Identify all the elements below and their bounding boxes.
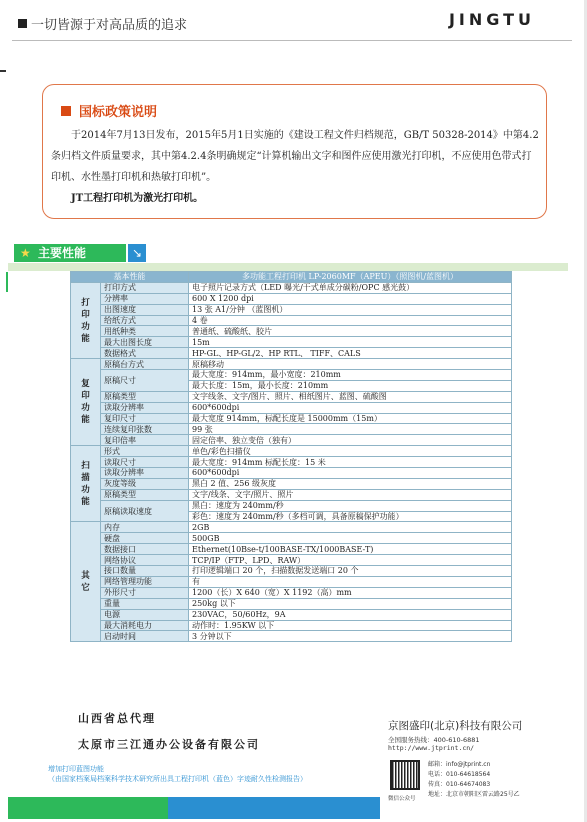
spec-row (71, 359, 512, 370)
spec-row (71, 457, 512, 468)
spec-label: 数据接口 (101, 544, 189, 555)
spec-label: 启动时间 (101, 631, 189, 642)
spec-label: 读取分辨率 (101, 402, 189, 413)
spec-row (71, 522, 512, 533)
spec-value: 99 张 (189, 424, 512, 435)
spec-row (71, 468, 512, 479)
spec-value: 固定倍率、独立变倍（独有） (189, 435, 512, 446)
section-title: 主要性能 (37, 246, 86, 260)
square-bullet-icon (18, 19, 27, 28)
spec-value: 最大宽度 914mm，标配长度是 15000mm（15m） (189, 413, 512, 424)
qr-label: 微信公众号 (388, 796, 416, 802)
spec-label: 网络协议 (101, 555, 189, 566)
spec-row (71, 348, 512, 359)
spec-value: 彩色：速度为 240mm/秒（多档可调，具备原稿保护功能） (189, 511, 512, 522)
spec-row (71, 293, 512, 304)
spec-label: 连续复印张数 (101, 424, 189, 435)
spec-value: 15m (189, 337, 512, 348)
spec-row (71, 337, 512, 348)
spec-label: 形式 (101, 446, 189, 457)
agent-region: 山西省总代理 (78, 712, 156, 725)
spec-label: 数据格式 (101, 348, 189, 359)
spec-value: 黑白 2 值、256 级灰度 (189, 478, 512, 489)
policy-paragraph-1: 于2014年7月13日发布，2015年5月1日实施的《建设工程文件归档规范，GB/T 50328-2014》中第4.2条归档文件质量要求，其中第4.2.4条明确规定“计算机输出文字和图件应使用激光打印机，不应使用色带式打印机、水性墨打印机和热敏打印机”。 (51, 130, 539, 183)
spec-value: 文字线条、文字/图片、照片、相纸图片、蓝图、硫酸图 (189, 391, 512, 402)
spec-value: 1200（长）X 640（宽）X 1192（高）mm (189, 587, 512, 598)
spec-value: 最大宽度：914mm，最小宽度：210mm (189, 370, 512, 381)
website-link[interactable]: http://www.jtprint.cn/ (388, 744, 475, 752)
spec-row (71, 533, 512, 544)
spec-value: 文字/线条、文字/照片、照片 (189, 489, 512, 500)
spec-label: 给纸方式 (101, 315, 189, 326)
spec-row (71, 555, 512, 566)
star-icon: ★ (20, 246, 31, 260)
spec-value: 3 分钟以下 (189, 631, 512, 642)
spec-value: 打印逻辑端口 20 个，扫描数据发送端口 20 个 (189, 566, 512, 577)
spec-row (71, 304, 512, 315)
header-divider (12, 40, 572, 41)
company-name: 京图盛印(北京)科技有限公司 (388, 720, 523, 732)
spec-label: 内存 (101, 522, 189, 533)
section-band (8, 263, 568, 271)
spec-row (71, 402, 512, 413)
spec-value: Ethernet(10Bse-t/100BASE-TX/1000BASE-T) (189, 544, 512, 555)
spec-value: HP-GL、HP-GL/2、HP RTL、 TIFF、CALS (189, 348, 512, 359)
spec-label: 读取尺寸 (101, 457, 189, 468)
spec-row (71, 424, 512, 435)
spec-value: 600*600dpi (189, 468, 512, 479)
spec-row (71, 315, 512, 326)
policy-box (42, 84, 547, 219)
spec-value: 黑白：速度为 240mm/秒 (189, 500, 512, 511)
spec-header-right: 多功能工程打印机 LP-2060MF（APEU）（照图机/蓝图机） (189, 272, 512, 283)
spec-row (71, 489, 512, 500)
spec-label: 最大消耗电力 (101, 620, 189, 631)
spec-label: 原稿读取速度 (101, 500, 189, 522)
spec-label: 打印方式 (101, 282, 189, 293)
contact-list (428, 760, 520, 800)
policy-title-text: 国标政策说明 (79, 105, 158, 120)
spec-label: 用纸种类 (101, 326, 189, 337)
spec-label: 出图速度 (101, 304, 189, 315)
spec-row (71, 500, 512, 511)
spec-value: 原稿移动 (189, 359, 512, 370)
spec-label: 原稿类型 (101, 391, 189, 402)
spec-label: 电源 (101, 609, 189, 620)
spec-value: TCP/IP（FTP、LPD、RAW） (189, 555, 512, 566)
spec-value: 600 X 1200 dpi (189, 293, 512, 304)
spec-value: 600*600dpi (189, 402, 512, 413)
spec-label: 原稿类型 (101, 489, 189, 500)
policy-paragraph-2: JT工程打印机为激光打印机。 (71, 193, 204, 204)
spec-row (71, 587, 512, 598)
spec-value: 电子照片记录方式（LED 曝光/干式单成分碳粉/OPC 感光鼓） (189, 282, 512, 293)
spec-label: 网络管理功能 (101, 576, 189, 587)
footer-note-2: （由国家档案局档案科学技术研究所出具工程打印机（蓝色）字迹耐久性检测报告） (48, 775, 307, 783)
spec-table-header (71, 272, 512, 283)
spec-label: 灰度等级 (101, 478, 189, 489)
header-slogan-group (18, 14, 187, 33)
spec-value: 有 (189, 576, 512, 587)
qr-code-icon (390, 760, 420, 790)
spec-table (70, 271, 512, 642)
spec-row (71, 413, 512, 424)
spec-table-body (71, 282, 512, 641)
spec-value: 2GB (189, 522, 512, 533)
policy-title (61, 101, 157, 120)
spec-row (71, 391, 512, 402)
header-slogan: 一切皆源于对高品质的追求 (31, 18, 188, 33)
spec-category: 复印功能 (71, 359, 101, 446)
footer-note-1: 增加打印蓝图功能 (48, 765, 104, 773)
spec-row (71, 435, 512, 446)
spec-header-left: 基本性能 (71, 272, 189, 283)
spec-label: 复印倍率 (101, 435, 189, 446)
spec-value: 250kg 以下 (189, 598, 512, 609)
margin-tick (0, 70, 6, 72)
spec-row (71, 576, 512, 587)
contact-fax: 传真：010-64674083 (428, 781, 491, 788)
spec-label: 原稿尺寸 (101, 370, 189, 392)
spec-label: 分辨率 (101, 293, 189, 304)
spec-row (71, 326, 512, 337)
margin-marker (6, 272, 8, 292)
arrow-down-right-icon: ↘ (128, 244, 146, 262)
section-header (14, 244, 126, 262)
square-bullet-icon (61, 106, 71, 116)
spec-label: 原稿台方式 (101, 359, 189, 370)
spec-row (71, 631, 512, 642)
spec-value: 4 卷 (189, 315, 512, 326)
spec-value: 动作时：1.95KW 以下 (189, 620, 512, 631)
contact-email: 邮箱：info@jtprint.cn (428, 761, 491, 768)
spec-label: 接口数量 (101, 566, 189, 577)
spec-row (71, 598, 512, 609)
spec-label: 复印尺寸 (101, 413, 189, 424)
spec-value: 普通纸、硫酸纸、胶片 (189, 326, 512, 337)
spec-value: 13 张 A1/分钟 （蓝图机） (189, 304, 512, 315)
page-header (0, 0, 587, 46)
spec-label: 读取分辨率 (101, 468, 189, 479)
spec-value: 最大宽度：914mm 标配长度：15 米 (189, 457, 512, 468)
spec-value: 单色/彩色扫描仪 (189, 446, 512, 457)
spec-row (71, 446, 512, 457)
spec-category: 扫描功能 (71, 446, 101, 522)
spec-value: 最大长度：15m，最小长度：210mm (189, 380, 512, 391)
hotline: 全国服务热线：400-610-6881 (388, 736, 480, 744)
spec-row (71, 620, 512, 631)
agent-name: 太原市三江通办公设备有限公司 (78, 738, 260, 751)
spec-row (71, 609, 512, 620)
spec-row (71, 370, 512, 381)
contact-phone: 电话：010-64618564 (428, 771, 491, 778)
spec-label: 重量 (101, 598, 189, 609)
spec-label: 最大出图长度 (101, 337, 189, 348)
spec-row (71, 478, 512, 489)
spec-category: 打印功能 (71, 282, 101, 358)
spec-label: 硬盘 (101, 533, 189, 544)
contact-address: 地址：北京市朝阳区雷云路25号乙 (428, 791, 520, 798)
spec-value: 500GB (189, 533, 512, 544)
footer-band-green (8, 797, 168, 819)
spec-category: 其它 (71, 522, 101, 642)
spec-row (71, 282, 512, 293)
policy-body (51, 125, 539, 209)
spec-row (71, 566, 512, 577)
brand-logo-text: JINGTU (448, 10, 535, 29)
spec-value: 230VAC，50/60Hz，9A (189, 609, 512, 620)
spec-label: 外形尺寸 (101, 587, 189, 598)
spec-row (71, 544, 512, 555)
